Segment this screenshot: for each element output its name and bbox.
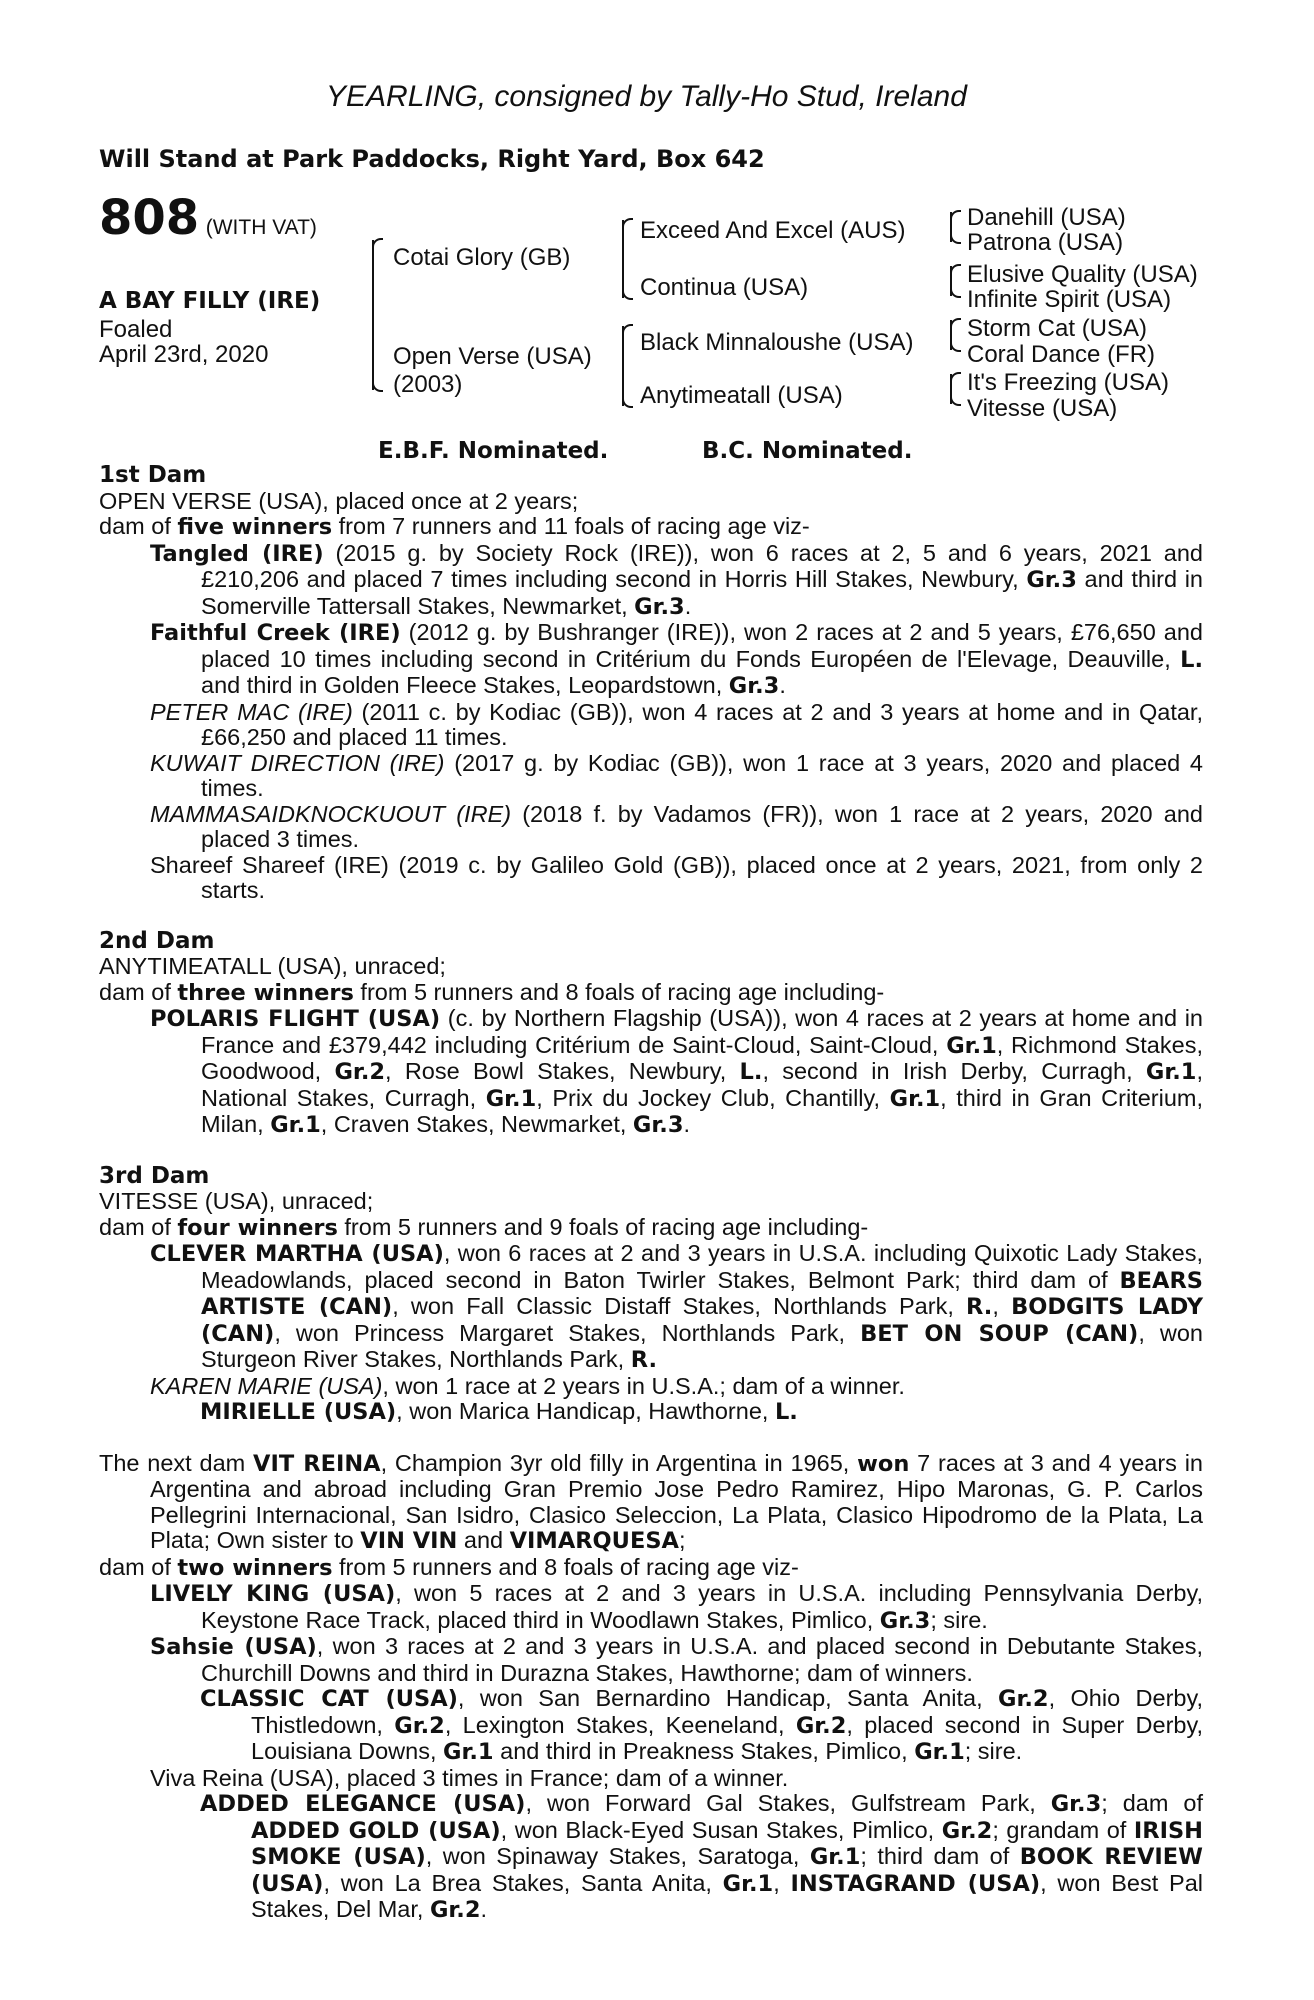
catalogue-body — [99, 463, 1203, 1924]
produce-entry: Shareef Shareef (IRE) (2019 c. by Galileo Gold (GB)), placed once at 2 years, 2021, from only 2 starts. — [150, 851, 1203, 903]
produce-entry: CLEVER MARTHA (USA), won 6 races at 2 and 3 years in U.S.A. including Quixotic Lady Stakes, Meadowlands, placed second in Baton Twirler Stakes, Belmont Park; third dam of BEARS ARTISTE (CAN), won Fall Classic Distaff Stakes, Northlands Park, R., BODGITS LADY (CAN), won Princess Margaret Stakes, Northlands Park, BET ON SOUP (CAN), won Sturgeon River Stakes, Northlands Park, R. — [150, 1240, 1204, 1373]
third-dam-line: VITESSE (USA), unraced; — [99, 1188, 374, 1214]
pedigree-brace-dam — [622, 326, 624, 406]
pedigree-dam-dam: Anytimeatall (USA) — [640, 382, 843, 409]
pedigree-sire-dam: Continua (USA) — [640, 274, 809, 301]
first-dam-title: 1st Dam — [99, 462, 207, 488]
produce-entry: PETER MAC (IRE) (2011 c. by Kodiac (GB)), won 4 races at 2 and 3 years at home and in Qatar, £66,250 and placed 11 times. — [150, 698, 1203, 750]
first-dam-section — [99, 463, 1203, 904]
second-dam-line: ANYTIMEATALL (USA), unraced; — [99, 953, 446, 979]
produce-entry: CLASSIC CAT (USA), won San Bernardino Handicap, Santa Anita, Gr.2, Ohio Derby, Thistledown, Gr.2, Lexington Stakes, Keeneland, Gr.2, placed second in Super Derby, Louisiana Downs, Gr.1 and third in Preakness Stakes, Pimlico, Gr.1; sire. — [200, 1685, 1204, 1765]
pedigree-ddd: Vitesse (USA) — [967, 395, 1118, 422]
foaled-label: Foaled — [99, 316, 173, 343]
pedigree-sss: Danehill (USA) — [967, 204, 1126, 231]
produce-entry: KUWAIT DIRECTION (IRE) (2017 g. by Kodiac (GB)), won 1 race at 3 years, 2020 and placed 4 times. — [150, 749, 1203, 801]
produce-entry: POLARIS FLIGHT (USA) (c. by Northern Flagship (USA)), won 4 races at 2 years at home and in France and £379,442 including Critérium de Saint-Cloud, Saint-Cloud, Gr.1, Richmond Stakes, Goodwood, Gr.2, Rose Bowl Stakes, Newbury, L., second in Irish Derby, Curragh, Gr.1, National Stakes, Curragh, Gr.1, Prix du Jockey Club, Chantilly, Gr.1, third in Gran Criterium, Milan, Gr.1, Craven Stakes, Newmarket, Gr.3. — [150, 1005, 1203, 1138]
produce-entry: LIVELY KING (USA), won 5 races at 2 and 3 years in U.S.A. including Pennsylvania Derby, Keystone Race Track, placed third in Woodlawn Stakes, Pimlico, Gr.3; sire. — [150, 1580, 1203, 1634]
foaled-date: April 23rd, 2020 — [99, 341, 269, 368]
produce-entry: KAREN MARIE (USA), won 1 race at 2 years in U.S.A.; dam of a winner. — [150, 1372, 905, 1399]
lot-number: 808 — [99, 190, 200, 246]
first-dam-line: OPEN VERSE (USA), placed once at 2 years; — [99, 487, 579, 514]
lot-description: A BAY FILLY (IRE) — [99, 288, 321, 314]
pedigree-brace-ds — [950, 320, 952, 350]
lot-number-block — [99, 190, 317, 246]
pedigree-sdd: Infinite Spirit (USA) — [967, 286, 1172, 313]
stand-location: Will Stand at Park Paddocks, Right Yard, Box 642 — [99, 145, 765, 173]
pedigree-dss: Storm Cat (USA) — [967, 315, 1148, 342]
vat-note: (WITH VAT) — [205, 216, 317, 239]
catalogue-heading: YEARLING, consigned by Tally-Ho Stud, Ireland — [326, 80, 967, 113]
second-dam-section — [99, 929, 1203, 1139]
pedigree-brace-sd — [950, 266, 952, 296]
produce-entry: MAMMASAIDKNOCKUOUT (IRE) (2018 f. by Vadamos (FR)), won 1 race at 2 years, 2020 and placed 3 times. — [150, 800, 1203, 852]
pedigree-dam: Open Verse (USA) — [393, 343, 592, 370]
bc-nomination: B.C. Nominated. — [702, 438, 913, 464]
pedigree-brace-main — [372, 240, 374, 390]
produce-entry: Viva Reina (USA), placed 3 times in France; dam of a winner. — [150, 1764, 789, 1791]
second-dam-title: 2nd Dam — [99, 927, 215, 954]
pedigree-dds: It's Freezing (USA) — [967, 369, 1169, 396]
third-dam-produce-summary: dam of four winners from 5 runners and 9 foals of racing age including- — [99, 1213, 869, 1241]
pedigree-dam-sire: Black Minnaloushe (USA) — [640, 329, 914, 356]
pedigree-brace-ss — [950, 212, 952, 242]
ebf-nomination: E.B.F. Nominated. — [378, 438, 609, 464]
produce-entry: Tangled (IRE) (2015 g. by Society Rock (IRE)), won 6 races at 2, 5 and 6 years, 2021 and £210,206 and placed 7 times including second in Horris Hill Stakes, Newbury, Gr.3 and third in Somerville Tattersall Stakes, Newmarket, Gr.3. — [150, 539, 1203, 620]
next-dam-section — [99, 1451, 1203, 1924]
third-dam-title: 3rd Dam — [99, 1162, 210, 1189]
produce-entry: Sahsie (USA), won 3 races at 2 and 3 years in U.S.A. and placed second in Debutante Stakes, Churchill Downs and third in Durazna Stakes, Hawthorne; dam of winners. — [150, 1633, 1204, 1686]
next-dam-produce-summary: dam of two winners from 5 runners and 8 foals of racing age viz- — [99, 1553, 799, 1581]
second-dam-produce-summary: dam of three winners from 5 runners and 8 foals of racing age including- — [99, 978, 885, 1006]
produce-entry: Faithful Creek (IRE) (2012 g. by Bushranger (IRE)), won 2 races at 2 and 5 years, £76,650 and placed 10 times including second in Critérium du Fonds Européen de l'Elevage, Deauville, L. and third in Golden Fleece Stakes, Leopardstown, Gr.3. — [150, 619, 1203, 699]
third-dam-section — [99, 1164, 1203, 1426]
pedigree-sds: Elusive Quality (USA) — [967, 261, 1198, 288]
pedigree-ssd: Patrona (USA) — [967, 229, 1124, 256]
pedigree-sire: Cotai Glory (GB) — [393, 244, 571, 271]
produce-entry: ADDED ELEGANCE (USA), won Forward Gal Stakes, Gulfstream Park, Gr.3; dam of ADDED GOLD (USA), won Black-Eyed Susan Stakes, Pimlico, Gr.2; grandam of IRISH SMOKE (USA), won Spinaway Stakes, Saratoga, Gr.1; third dam of BOOK REVIEW (USA), won La Brea Stakes, Santa Anita, Gr.1, INSTAGRAND (USA), won Best Pal Stakes, Del Mar, Gr.2. — [200, 1790, 1204, 1923]
produce-entry: MIRIELLE (USA), won Marica Handicap, Hawthorne, L. — [200, 1398, 798, 1425]
pedigree-sire-sire: Exceed And Excel (AUS) — [640, 217, 906, 244]
pedigree-dam-year: (2003) — [393, 371, 463, 398]
first-dam-produce-summary: dam of five winners from 7 runners and 11 foals of racing age viz- — [99, 513, 810, 540]
pedigree-brace-sire — [622, 220, 624, 298]
pedigree-dsd: Coral Dance (FR) — [967, 341, 1156, 368]
next-dam-paragraph: The next dam VIT REINA, Champion 3yr old filly in Argentina in 1965, won 7 races at 3 and 4 years in Argentina and abroad including Gran Premio Jose Pedro Ramirez, Hipo Maronas, G. P. Carlos Pellegrini Internacional, San Isidro, Clasico Seleccion, La Plata, Clasico Hipodromo de la Plata, La Plata; Own sister to VIN VIN and VIMARQUESA; — [99, 1449, 1204, 1554]
pedigree-brace-dd — [950, 374, 952, 404]
